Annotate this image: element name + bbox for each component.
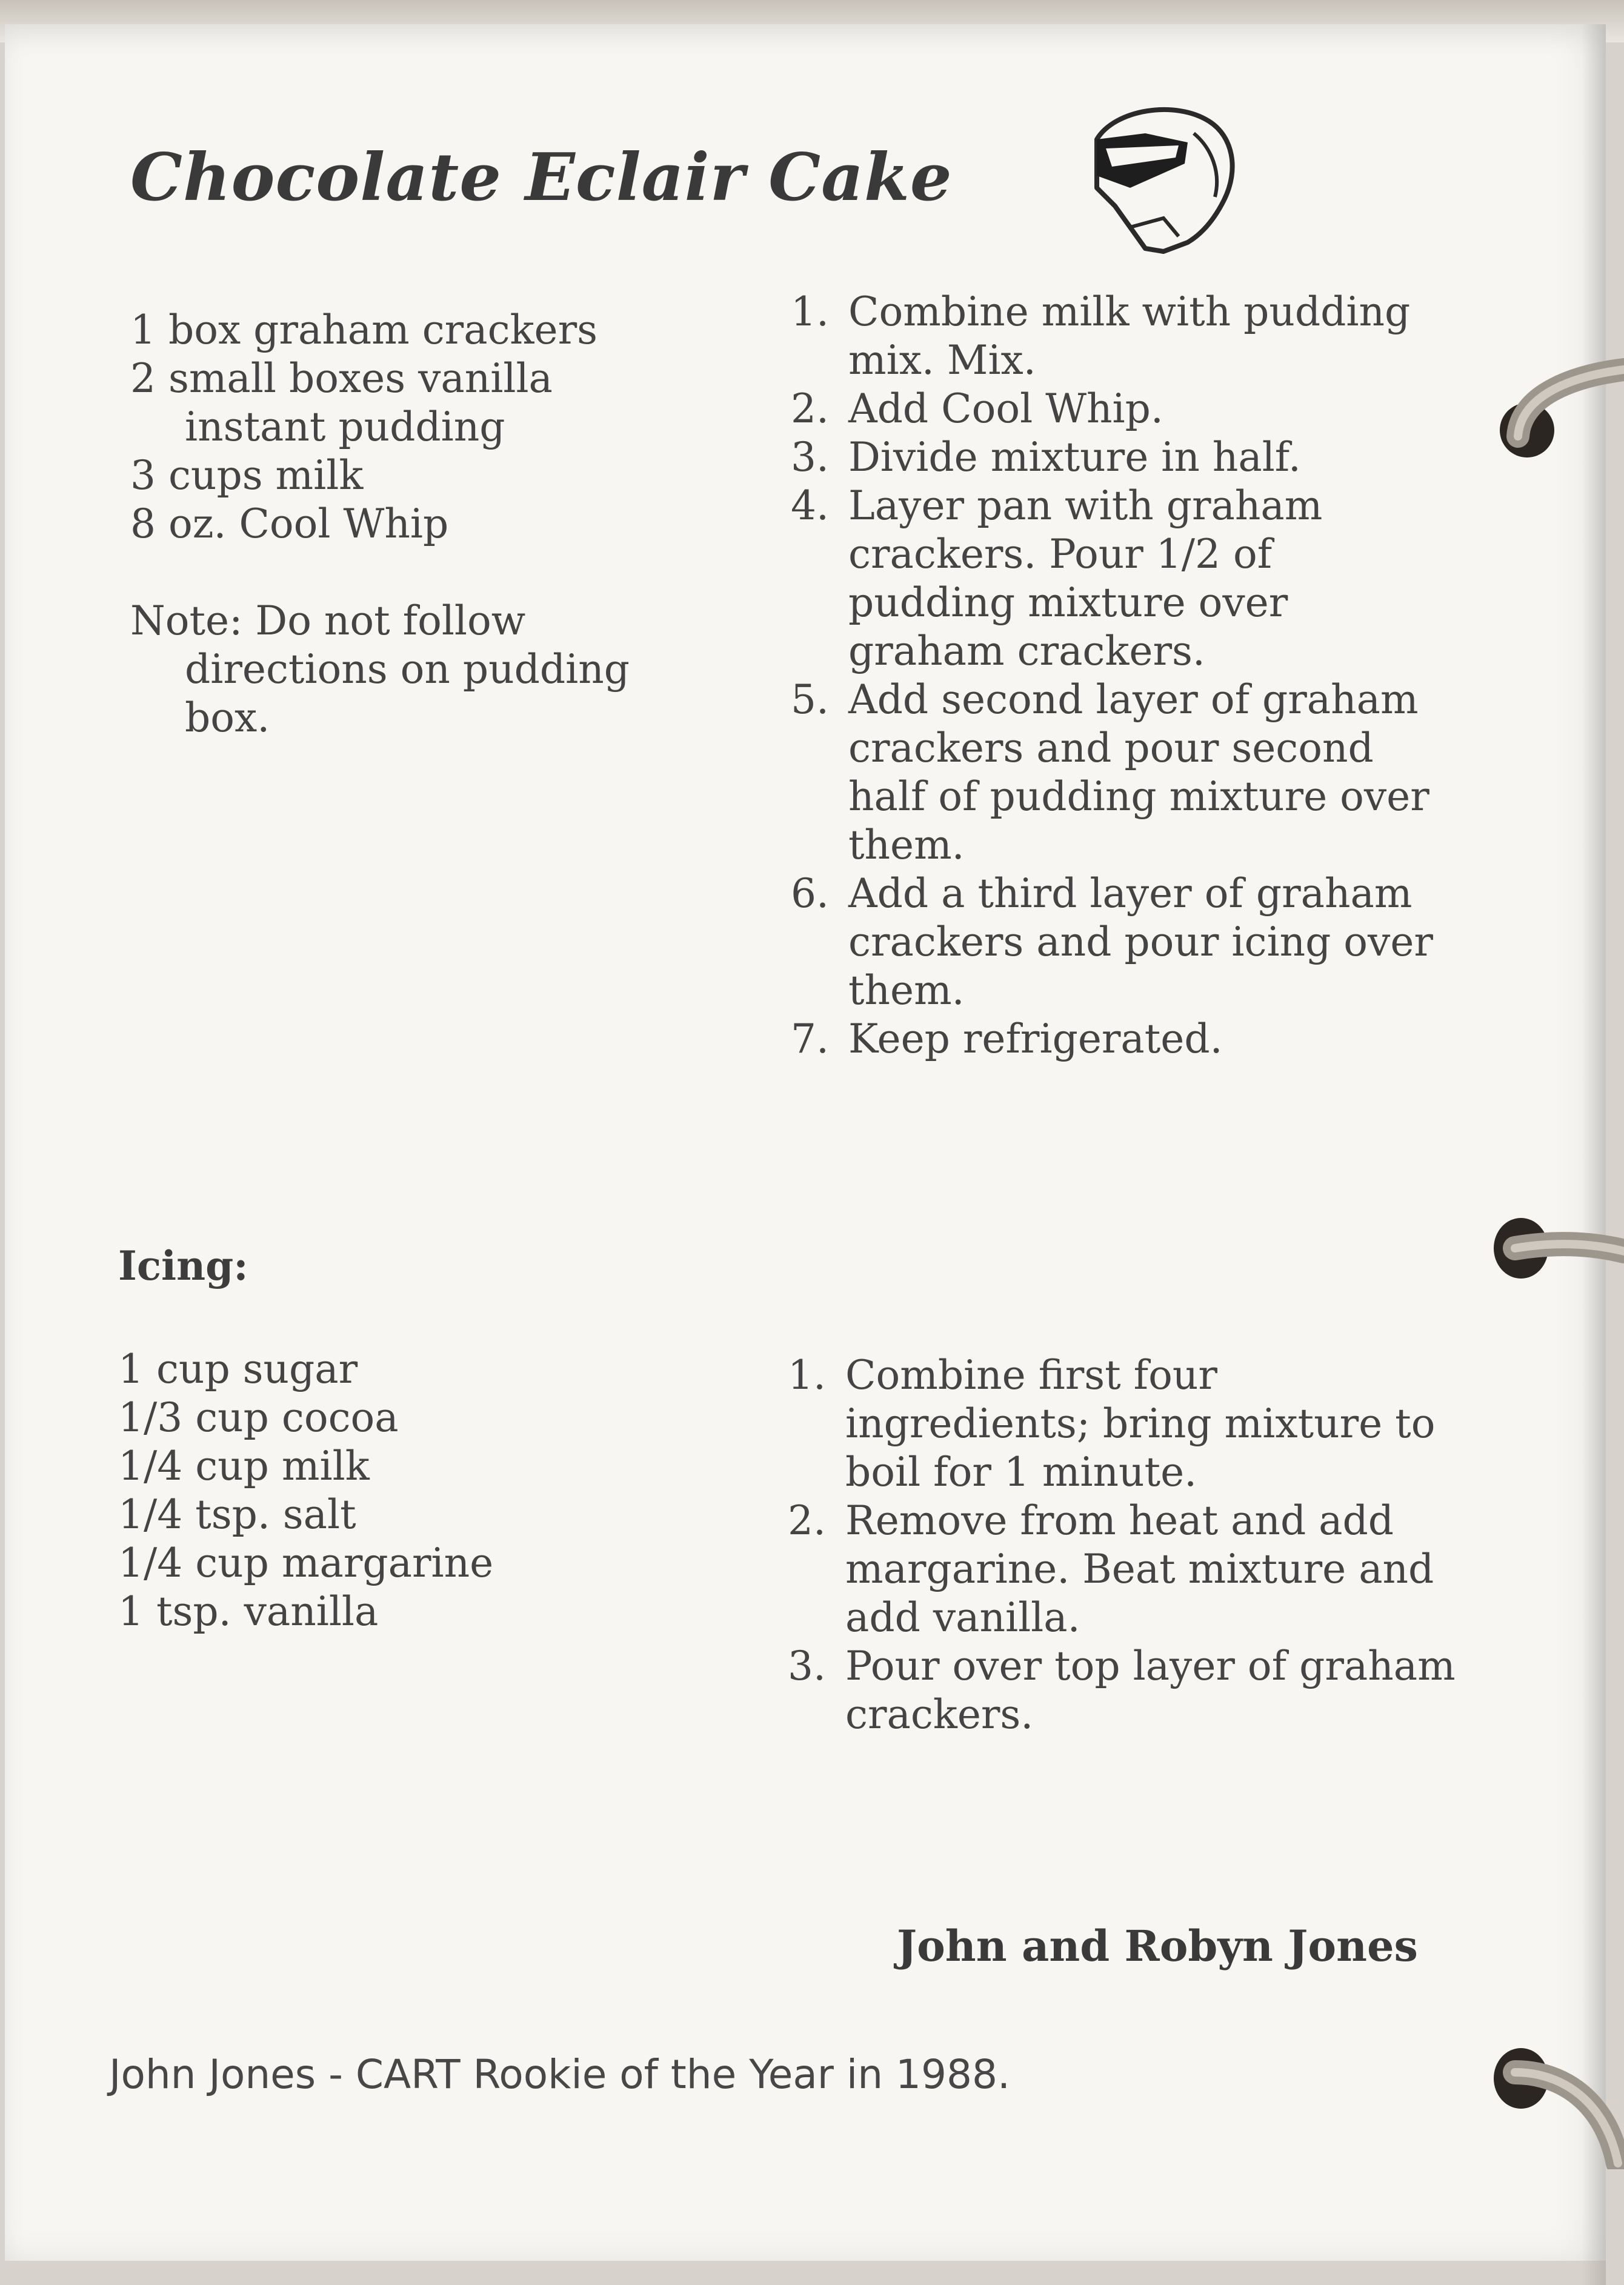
directions-column <box>791 288 1445 1063</box>
direction-step <box>791 870 1445 1015</box>
ingredient-item: 1/4 cup milk <box>118 1443 370 1489</box>
direction-step <box>788 1642 1473 1739</box>
recipe-title: Chocolate Eclair Cake <box>130 139 953 216</box>
direction-step <box>791 433 1445 482</box>
step-text: Layer pan with graham crackers. Pour 1/2 of pudding mixture over graham crackers. <box>848 482 1323 674</box>
direction-step <box>791 288 1445 385</box>
step-text: Combine first four ingredients; bring mixture to boil for 1 minute. <box>845 1352 1436 1495</box>
step-text: Add a third layer of graham crackers and pour icing over them. <box>848 870 1433 1014</box>
binder-ring-icon <box>1485 345 1624 485</box>
direction-step <box>791 1015 1445 1063</box>
direction-step <box>791 385 1445 433</box>
ingredient-item: 8 oz. Cool Whip <box>130 501 449 547</box>
direction-step <box>788 1497 1473 1642</box>
step-number: 1. <box>788 1352 826 1399</box>
recipe-credit: John and Robyn Jones <box>897 1921 1418 1971</box>
icing-ingredients-column <box>118 1345 664 1636</box>
ingredient-item: 1 cup sugar <box>118 1346 358 1392</box>
step-number: 3. <box>788 1643 826 1689</box>
step-number: 1. <box>791 288 829 335</box>
icing-directions-column <box>788 1351 1473 1739</box>
icing-direction-list <box>788 1351 1473 1739</box>
ingredient-item: 1/4 tsp. salt <box>118 1491 356 1538</box>
step-number: 6. <box>791 870 829 917</box>
direction-step <box>791 676 1445 870</box>
ingredient-item: 3 cups milk <box>130 452 364 499</box>
racing-helmet-icon <box>1073 97 1242 254</box>
step-number: 2. <box>788 1497 826 1544</box>
step-text: Remove from heat and add margarine. Beat mixture and add vanilla. <box>845 1497 1434 1641</box>
ingredient-item: 1 box graham crackers <box>130 307 598 353</box>
step-text: Combine milk with pudding mix. Mix. <box>848 288 1411 384</box>
ingredient-item: 1/3 cup cocoa <box>118 1394 399 1441</box>
step-number: 2. <box>791 385 829 432</box>
footer-note: John Jones - CART Rookie of the Year in 1988. <box>109 2051 1010 2098</box>
binder-ring-icon <box>1479 2036 1624 2169</box>
ingredient-list <box>130 306 676 548</box>
ingredient-item: 1/4 cup margarine <box>118 1540 494 1586</box>
step-number: 4. <box>791 482 829 529</box>
ingredients-column <box>130 306 676 742</box>
step-number: 5. <box>791 676 829 723</box>
ingredient-item: 2 small boxes vanilla instant pudding <box>130 355 553 450</box>
step-number: 7. <box>791 1016 829 1062</box>
step-text: Add Cool Whip. <box>848 385 1163 432</box>
direction-step <box>791 482 1445 676</box>
step-text: Add second layer of graham crackers and pour second half of pudding mixture over them. <box>848 676 1429 868</box>
direction-list <box>791 288 1445 1063</box>
direction-step <box>788 1351 1473 1497</box>
step-text: Keep refrigerated. <box>848 1016 1223 1062</box>
recipe-note: Note: Do not follow directions on pudding box. <box>130 597 630 741</box>
ingredient-item: 1 tsp. vanilla <box>118 1588 379 1635</box>
icing-heading: Icing: <box>118 1242 248 1289</box>
binder-ring-icon <box>1479 1206 1624 1291</box>
step-number: 3. <box>791 434 829 481</box>
step-text: Pour over top layer of graham crackers. <box>845 1643 1456 1738</box>
icing-ingredient-list <box>118 1345 664 1636</box>
step-text: Divide mixture in half. <box>848 434 1301 481</box>
